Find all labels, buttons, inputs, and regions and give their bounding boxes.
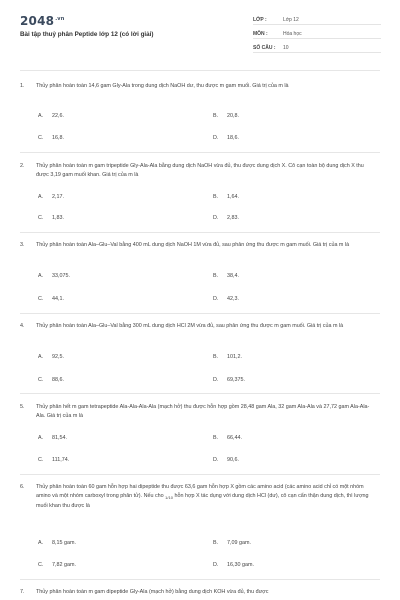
- question-number: 7.: [20, 589, 25, 595]
- question-number: 3.: [20, 242, 25, 248]
- question-text: Thủy phân hoàn toàn 60 gam hỗn hợp hai dipeptide thu được 63,6 gam hỗn hợp X gồm các amino acid (các amino acid chỉ có một nhóm amino và một nhóm carboxyl trong phân tử). Nếu cho $_{1/10}$ hỗn hợp X tác dụng với dung dịch HCl (dư), cô cạn cẩn thận dung dịch, thì lượng muối khan thu được là: [36, 484, 369, 510]
- question-text: Thủy phân hoàn toàn Ala–Glu–Val bằng 300 mL dung dịch HCl 2M vừa đủ, sau phản ứng thu được m gam muối. Giá trị của m là: [36, 323, 344, 329]
- meta-subject: [253, 29, 381, 39]
- meta-value: 10: [283, 45, 289, 51]
- site-logo[interactable]: $2048^{.vn}$: [20, 14, 65, 28]
- question-number: 4.: [20, 323, 25, 329]
- meta-class: [253, 15, 381, 25]
- question-divider: [20, 579, 380, 580]
- document-header: [0, 0, 400, 64]
- question-divider: [20, 474, 380, 475]
- question-7: [20, 588, 380, 600]
- question-number: 6.: [20, 484, 25, 490]
- question-divider: [20, 393, 380, 394]
- question-number: 2.: [20, 163, 25, 169]
- question-text: Thủy phân hoàn toàn m gam dipeptide Gly-Ala (mạch hở) bằng dung dịch KOH vừa đủ, thu được: [36, 589, 269, 595]
- question-divider: [20, 313, 380, 314]
- question-text: Thủy phân hoàn toàn m gam tripeptide Gly-Ala-Ala bằng dung dịch NaOH vừa đủ, thu được dung dịch X. Cô cạn toàn bộ dung dịch X thu được 3,19 gam muối khan. Giá trị của m là: [36, 163, 364, 178]
- meta-label: MÔN :: [253, 31, 268, 37]
- meta-label: LỚP :: [253, 17, 267, 23]
- meta-question-count: [253, 43, 381, 53]
- fraction: 1/10: [165, 495, 173, 501]
- question-divider: [20, 152, 380, 153]
- question-text: Thủy phân hết m gam tetrapeptide Ala-Ala-Ala-Ala (mạch hở) thu được hỗn hợp gồm 28,48 gam Ala, 32 gam Ala-Ala và 27,72 gam Ala-Ala-Ala. Giá trị của m là: [36, 404, 370, 419]
- question-text: Thủy phân hoàn toàn 14,6 gam Gly-Ala trong dung dịch NaOH dư, thu được m gam muối. Giá trị của m là: [36, 83, 289, 89]
- question-number: 5.: [20, 404, 25, 410]
- document-title: Bài tập thuỷ phân Peptide lớp 12 (có lời giải): [20, 31, 154, 38]
- question-divider: [20, 232, 380, 233]
- meta-value: Hóa học: [283, 31, 302, 37]
- question-text: Thủy phân hoàn toàn Ala–Glu–Val bằng 400 mL dung dịch NaOH 1M vừa đủ, sau phản ứng thu được m gam muối. Giá trị của m là: [36, 242, 350, 248]
- header-divider: [20, 70, 380, 71]
- meta-label: SỐ CÂU :: [253, 45, 276, 51]
- question-number: 1.: [20, 83, 25, 89]
- meta-value: Lớp 12: [283, 17, 299, 23]
